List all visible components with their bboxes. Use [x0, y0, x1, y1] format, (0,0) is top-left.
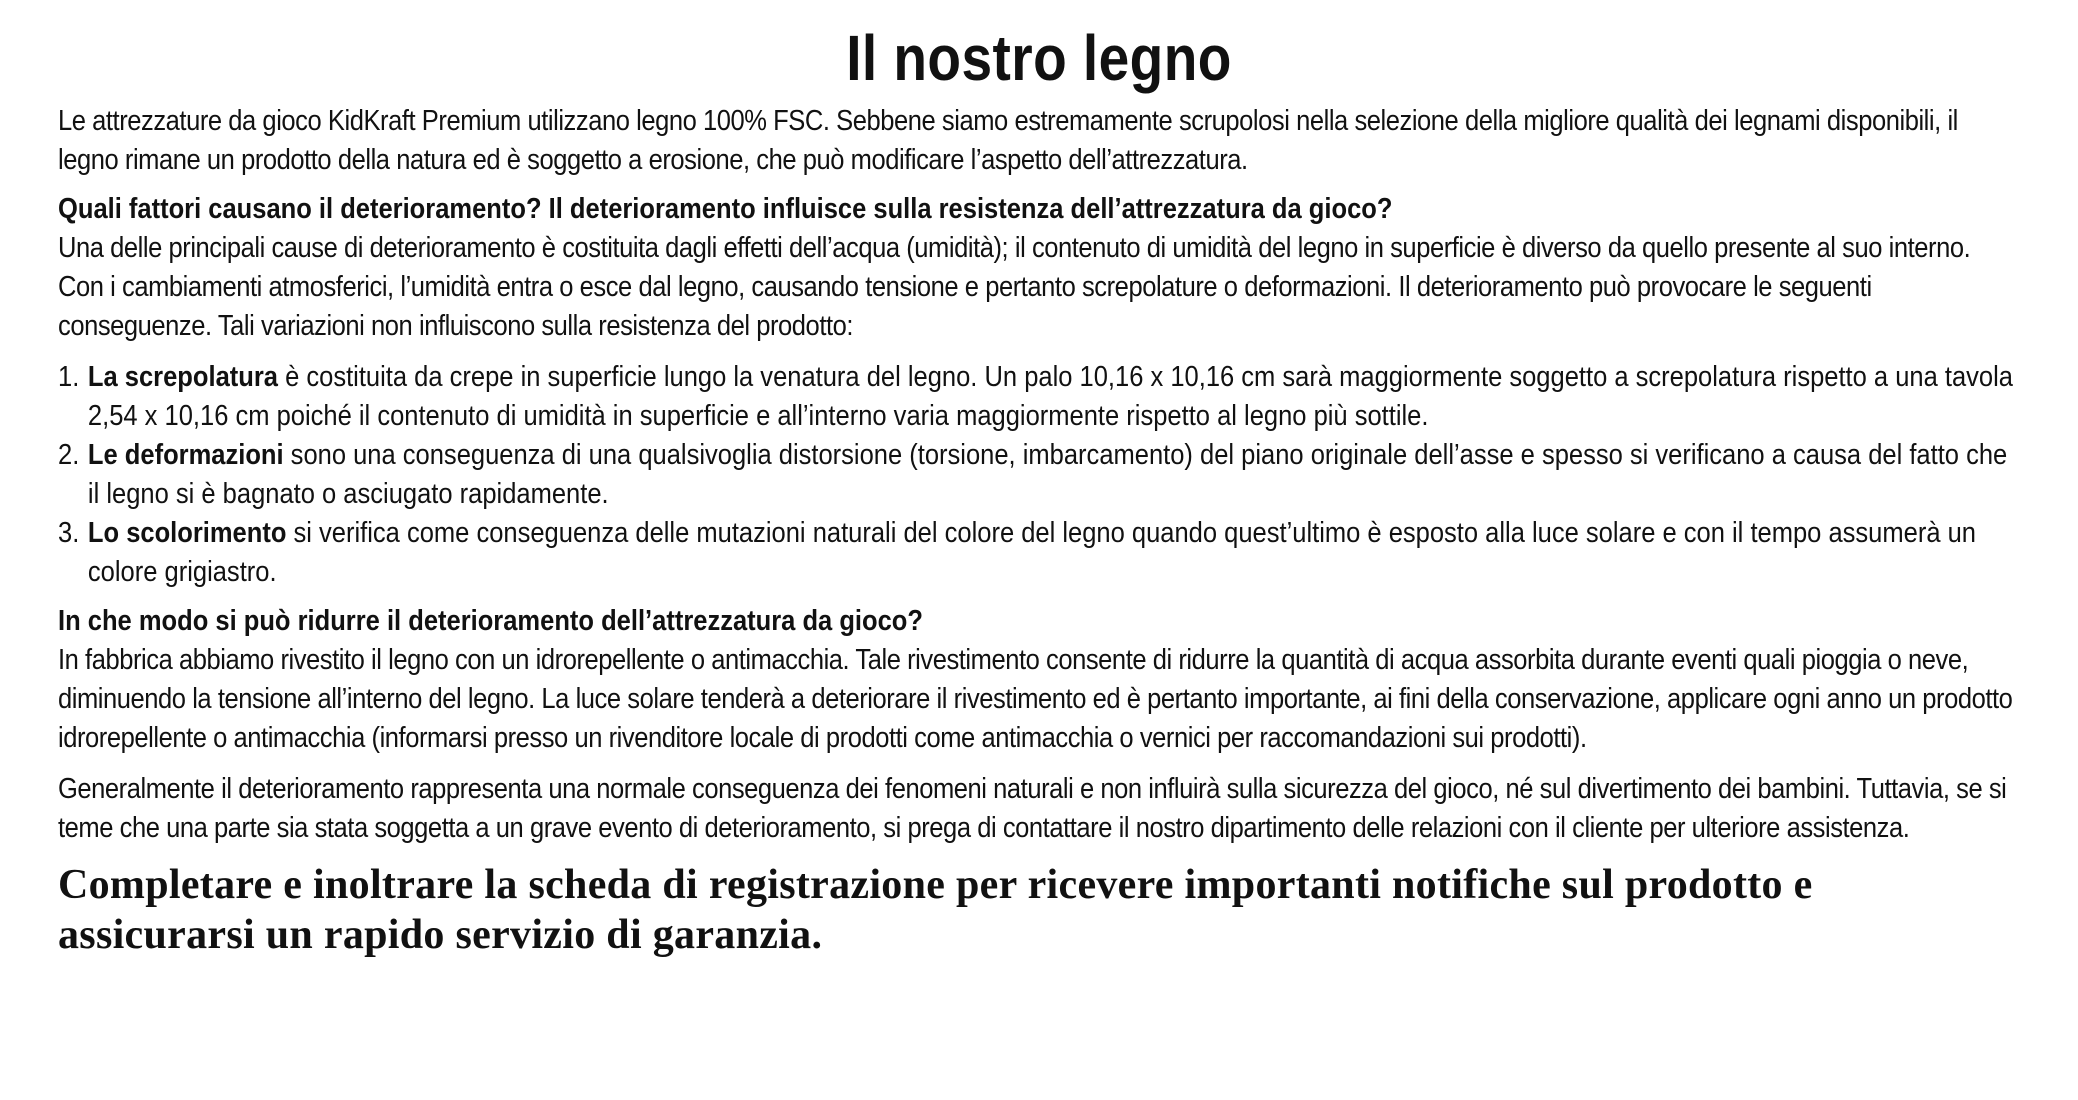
registration-call-to-action: Completare e inoltrare la scheda di registrazione per ricevere importanti notifiche sul prodotto e assicurarsi un rapido servizio di garanzia.: [58, 862, 1813, 958]
section-heading-prevention: In che modo si può ridurre il deterioramento dell’attrezzatura da gioco?: [58, 605, 923, 637]
intro-paragraph: Le attrezzature da gioco KidKraft Premium utilizzano legno 100% FSC. Sebbene siamo estremamente scrupolosi nella selezione della migliore qualità dei legnami disponibili, il legno rimane un prodotto della natura ed è soggetto a erosione, che può modificare l’aspetto dell’attrezzatura.: [58, 105, 1958, 176]
effects-list: [58, 358, 2019, 592]
list-item: [58, 358, 2019, 436]
list-item-text: sono una conseguenza di una qualsivoglia distorsione (torsione, imbarcamento) del piano originale dell’asse e spesso si verificano a causa del fatto che il legno si è bagnato o asciugato rapidamente.: [87, 439, 2008, 510]
list-item: [58, 436, 2019, 514]
list-item-term: Le deformazioni: [87, 439, 284, 471]
list-item-text: si verifica come conseguenza delle mutazioni naturali del colore del legno quando quest’ultimo è esposto alla luce solare e con il tempo assumerà un colore grigiastro.: [87, 517, 1976, 588]
list-item-number: 3.: [58, 517, 80, 549]
list-item-text: è costituita da crepe in superficie lungo la venatura del legno. Un palo 10,16 x 10,16 cm sarà maggiormente soggetto a screpolatura rispetto a una tavola 2,54 x 10,16 cm poiché il contenuto di umidità in superficie e all’interno varia maggiormente rispetto al legno più sottile.: [87, 361, 2013, 432]
content-block: [58, 102, 2019, 848]
section-body-causes: Una delle principali cause di deterioramento è costituita dagli effetti dell’acqua (umidità); il contenuto di umidità del legno in superficie è diverso da quello presente al suo interno. Con i cambiamenti atmosferici, l’umidità entra o esce dal legno, causando tensione e pertanto screpolature o deformazioni. Il deterioramento può provocare le seguenti conseguenze. Tali variazioni non influiscono sulla resistenza del prodotto:: [58, 232, 1971, 342]
list-item-term: Lo scolorimento: [87, 517, 287, 549]
section-body-prevention: In fabbrica abbiamo rivestito il legno con un idrorepellente o antimacchia. Tale rivestimento consente di ridurre la quantità di acqua assorbita durante eventi quali pioggia o neve, diminuendo la tensione all’interno del legno. La luce solare tenderà a deteriorare il rivestimento ed è pertanto importante, ai fini della conservazione, applicare ogni anno un prodotto idrorepellente o antimacchia (informarsi presso un rivenditore locale di prodotti come antimacchia o vernici per raccomandazioni sui prodotti).: [58, 644, 2013, 754]
list-item-number: 1.: [58, 361, 80, 393]
closing-paragraph: Generalmente il deterioramento rappresenta una normale conseguenza dei fenomeni naturali e non influirà sulla sicurezza del gioco, né sul divertimento dei bambini. Tuttavia, se si teme che una parte sia stata soggetta a un grave evento di deterioramento, si prega di contattare il nostro dipartimento delle relazioni con il cliente per ulteriore assistenza.: [58, 773, 2007, 844]
section-heading-causes: Quali fattori causano il deterioramento? Il deterioramento influisce sulla resistenza dell’attrezzatura da gioco?: [58, 193, 1393, 225]
page-title: Il nostro legno: [846, 22, 1232, 94]
list-item-number: 2.: [58, 439, 80, 471]
list-item: [58, 514, 2019, 592]
list-item-term: La screpolatura: [87, 361, 278, 393]
